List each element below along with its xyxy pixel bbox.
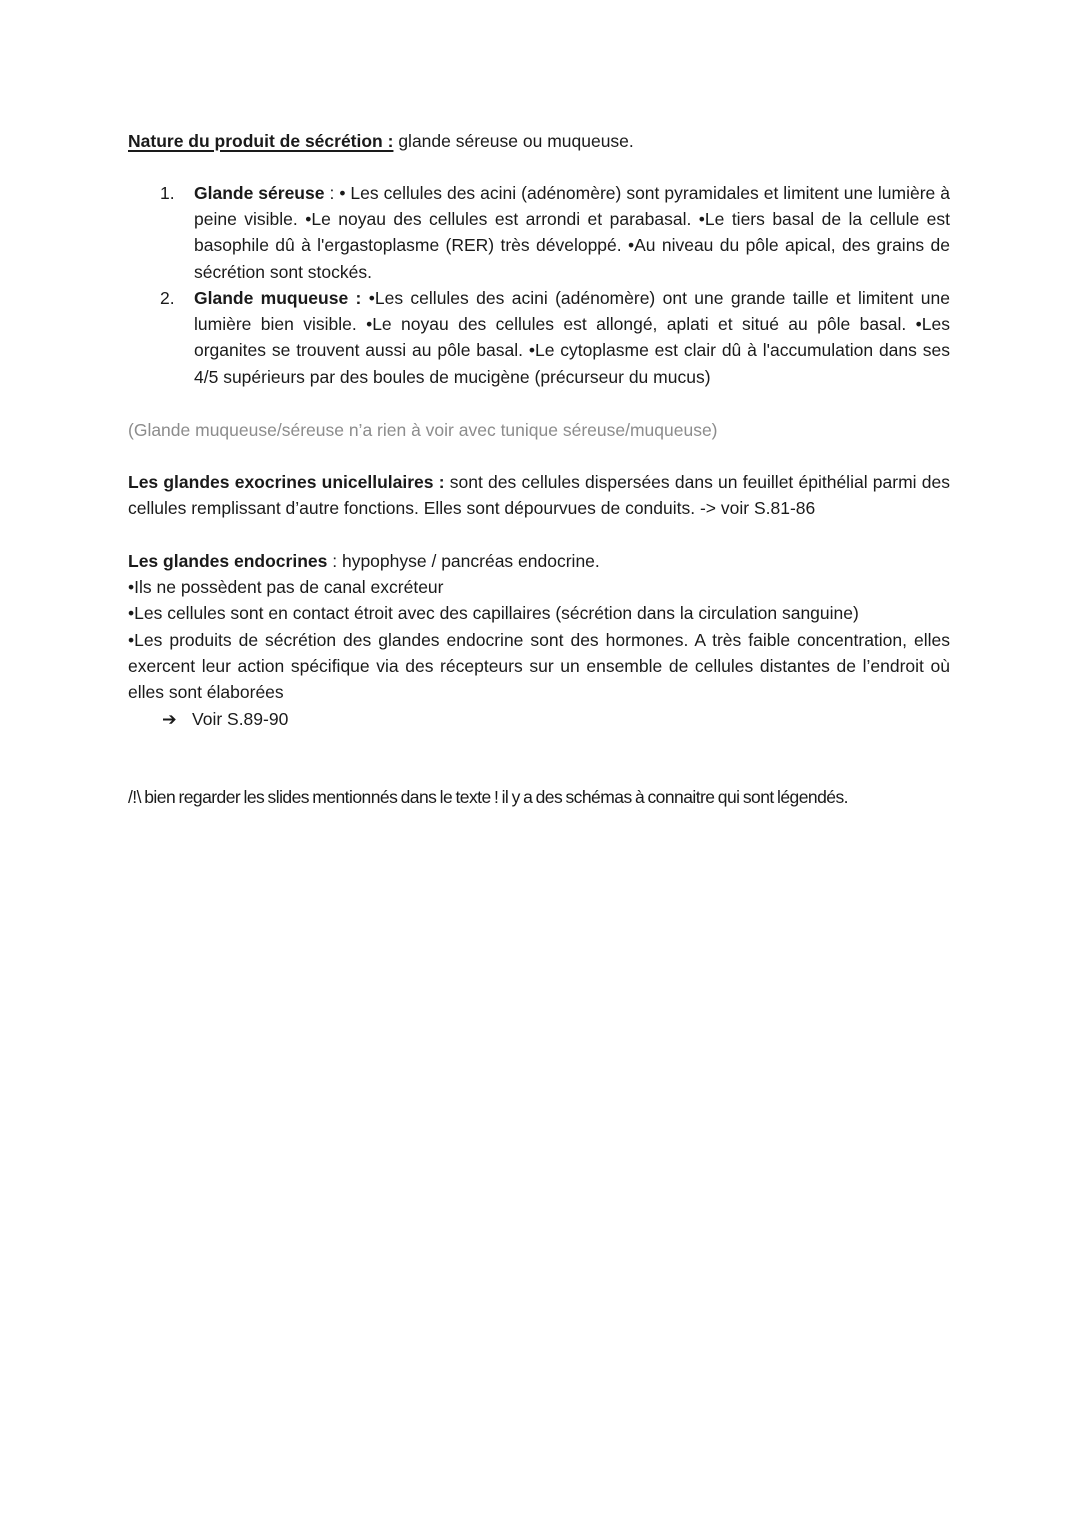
endocrine-intro: : hypophyse / pancréas endocrine. [327,551,600,571]
nature-heading-text: glande séreuse ou muqueuse. [398,131,634,151]
list-item-glande-muqueuse [194,285,950,390]
endocrine-heading-line [128,548,600,574]
list-item-label: Glande séreuse [194,183,325,203]
unicellular-text: sont des cellules dispersées dans un feuillet épithélial parmi des cellules remplissant d’autre fonctions. Elles sont dépourvues de conduits. -> voir S.81-86 [128,472,950,519]
footer-warning: /!\ bien regarder les slides mentionnés dans le texte ! il y a des schémas à connaitre qui sont légendés. [128,787,848,807]
list-item-text: • Les cellules des acini (adénomère) sont pyramidales et limitent une lumière à peine visible. •Le noyau des cellules est arrondi et parabasal. •Le tiers basal de la cellule est basophile dû à l'ergastoplasme (RER) très développé. •Au niveau du pôle apical, des grains de sécrétion sont stockés. [194,183,950,282]
nature-heading: Nature du produit de sécrétion : [128,131,394,151]
unicellular-paragraph [128,469,950,521]
list-item-text: •Les cellules des acini (adénomère) ont une grande taille et limitent une lumière bien visible. •Le noyau des cellules est allongé, aplati et situé au pôle basal. •Les organites se trouvent aussi au pôle basal. •Le cytoplasme est clair dû à l'accumulation dans ses 4/5 supérieurs par des boules de mucigène (précurseur du mucus) [194,288,950,387]
gray-note: (Glande muqueuse/séreuse n’a rien à voir avec tunique séreuse/muqueuse) [128,420,718,440]
endocrine-heading: Les glandes endocrines [128,551,328,571]
endocrine-bullet-1: •Ils ne possèdent pas de canal excréteur [128,577,444,597]
endocrine-bullet-2: •Les cellules sont en contact étroit avec des capillaires (sécrétion dans la circulation sanguine) [128,603,859,623]
list-item-glande-sereuse [194,180,950,285]
unicellular-heading: Les glandes exocrines unicellulaires : [128,472,445,492]
endocrine-bullet-3: •Les produits de sécrétion des glandes endocrine sont des hormones. A très faible concentration, elles exercent leur action spécifique via des récepteurs sur un ensemble de cellules distantes de l’endroit où elles sont élaborées [128,630,950,703]
list-number-1: 1. [160,183,175,203]
nature-heading-line [128,128,634,154]
list-item-label: Glande muqueuse : [194,288,362,308]
list-item-separator: : [324,183,340,203]
list-number-2: 2. [160,288,175,308]
arrow-right-icon: ➔ [162,709,177,729]
endocrine-see-also [162,706,288,732]
see-also-text: Voir S.89-90 [192,709,289,729]
list-item-separator [361,288,368,308]
